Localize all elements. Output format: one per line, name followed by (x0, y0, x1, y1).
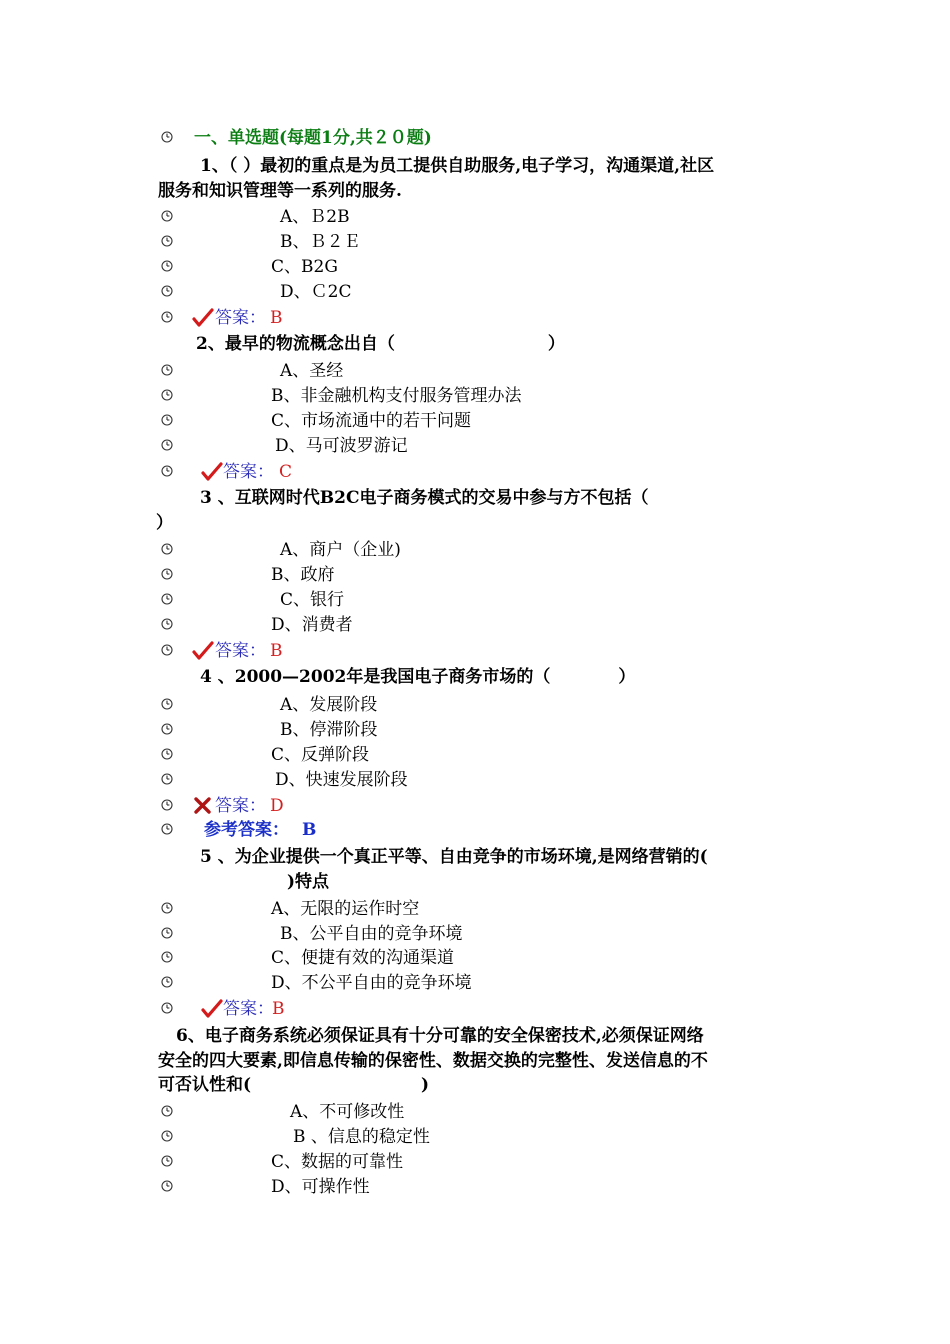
question-3 (0, 486, 950, 510)
question-6-text-line1: 6、电子商务系统必须保证具有十分可靠的安全保密技术,必须保证网络 (176, 1026, 704, 1046)
check-mark-icon (192, 307, 214, 329)
answer-label: 答案： (223, 999, 274, 1019)
question-1-text-line2: 服务和知识管理等一系列的服务. (158, 181, 402, 201)
question-6-line2-row (0, 1049, 950, 1073)
clock-icon (161, 1002, 173, 1014)
option-label: D、快速发展阶段 (275, 770, 408, 790)
clock-icon (161, 285, 173, 297)
option-label: D、可操作性 (271, 1177, 370, 1197)
q5-option-c[interactable] (0, 946, 950, 970)
section-heading: 一、单选题(每题1分,共２０题) (194, 128, 432, 148)
clock-icon (161, 568, 173, 580)
q6-option-b[interactable] (0, 1125, 950, 1149)
question-1-text-line1: 1、（ ）最初的重点是为员工提供自助服务,电子学习，沟通渠道,社区 (200, 156, 715, 176)
q1-answer (0, 306, 950, 330)
question-5-text-line1: 5 、为企业提供一个真正平等、自由竞争的市场环境,是网络营销的( (200, 847, 708, 867)
clock-icon (161, 593, 173, 605)
question-6-text-line3: 可否认性和( ) (158, 1075, 430, 1095)
section-heading-row (0, 126, 950, 150)
option-label: B、公平自由的竞争环境 (280, 924, 463, 944)
clock-icon (161, 902, 173, 914)
option-label: D、不公平自由的竞争环境 (271, 973, 472, 993)
clock-icon (161, 465, 173, 477)
q3-option-c[interactable] (0, 588, 950, 612)
check-mark-icon (192, 640, 214, 662)
q2-option-a[interactable] (0, 359, 950, 383)
clock-icon (161, 976, 173, 988)
check-mark-icon (201, 998, 223, 1020)
option-label: A、商户（企业) (280, 540, 401, 560)
clock-icon (161, 927, 173, 939)
clock-icon (161, 773, 173, 785)
clock-icon (161, 748, 173, 760)
answer-label: 答案： (215, 641, 266, 661)
cross-mark-icon (192, 795, 214, 817)
question-5-text-line2: )特点 (287, 872, 330, 892)
clock-icon (161, 1180, 173, 1192)
clock-icon (161, 260, 173, 272)
answer-value: B (270, 641, 283, 661)
option-label: A、发展阶段 (280, 695, 378, 715)
clock-icon (161, 235, 173, 247)
q2-option-b[interactable] (0, 384, 950, 408)
option-label: A、Ｂ2B (280, 207, 350, 227)
q5-answer (0, 997, 950, 1021)
option-label: A、圣经 (280, 361, 344, 381)
clock-icon (161, 210, 173, 222)
q3-option-b[interactable] (0, 563, 950, 587)
q3-answer (0, 639, 950, 663)
question-6-text-line2: 安全的四大要素,即信息传输的保密性、数据交换的完整性、发送信息的不 (158, 1051, 708, 1071)
check-mark-icon (201, 461, 223, 483)
question-3-text-line1: 3 、互联网时代B2C电子商务模式的交易中参与方不包括（ (200, 488, 649, 508)
answer-label: 答案： (223, 462, 274, 482)
reference-answer-label: 参考答案： (204, 820, 289, 840)
q5-option-b[interactable] (0, 922, 950, 946)
q1-option-d[interactable] (0, 280, 950, 304)
question-1-line2-row (0, 179, 950, 203)
option-label: A、无限的运作时空 (271, 899, 420, 919)
q6-option-d[interactable] (0, 1175, 950, 1199)
q5-option-d[interactable] (0, 971, 950, 995)
option-label: C、便捷有效的沟通渠道 (271, 948, 455, 968)
clock-icon (161, 1105, 173, 1117)
option-label: D、消费者 (271, 615, 353, 635)
q5-option-a[interactable] (0, 897, 950, 921)
q1-option-c[interactable] (0, 255, 950, 279)
q2-option-c[interactable] (0, 409, 950, 433)
clock-icon (161, 543, 173, 555)
question-6 (0, 1024, 950, 1048)
option-label: B、停滞阶段 (280, 720, 378, 740)
q1-option-b[interactable] (0, 230, 950, 254)
clock-icon (161, 644, 173, 656)
clock-icon (161, 1130, 173, 1142)
clock-icon (161, 1155, 173, 1167)
option-label: B 、信息的稳定性 (293, 1127, 430, 1147)
clock-icon (161, 823, 173, 835)
q4-option-b[interactable] (0, 718, 950, 742)
answer-value: B (272, 999, 285, 1019)
q3-option-d[interactable] (0, 613, 950, 637)
clock-icon (161, 723, 173, 735)
answer-label: 答案： (215, 308, 266, 328)
clock-icon (161, 951, 173, 963)
option-label: D、马可波罗游记 (275, 436, 408, 456)
option-label: D、Ｃ2C (280, 282, 352, 302)
q1-option-a[interactable] (0, 205, 950, 229)
clock-icon (161, 439, 173, 451)
q4-answer (0, 794, 950, 818)
question-3-line2-row (0, 511, 950, 535)
clock-icon (161, 364, 173, 376)
option-label: A、不可修改性 (290, 1102, 405, 1122)
question-5 (0, 845, 950, 869)
q2-option-d[interactable] (0, 434, 950, 458)
question-2-text: 2、最早的物流概念出自（ ） (196, 334, 565, 354)
option-label: B、Ｂ２Ｅ (280, 232, 361, 252)
answer-label: 答案： (215, 796, 266, 816)
q2-answer (0, 460, 950, 484)
reference-answer-value: B (302, 820, 317, 840)
answer-value: D (270, 796, 284, 816)
clock-icon (161, 131, 173, 143)
question-4 (0, 665, 950, 689)
option-label: C、数据的可靠性 (271, 1152, 404, 1172)
clock-icon (161, 698, 173, 710)
clock-icon (161, 311, 173, 323)
answer-value: C (279, 462, 293, 482)
option-label: C、银行 (280, 590, 345, 610)
option-label: B、政府 (271, 565, 335, 585)
option-label: B、非金融机构支付服务管理办法 (271, 386, 522, 406)
q4-option-c[interactable] (0, 743, 950, 767)
question-3-text-line2: ） (156, 513, 173, 533)
question-6-line3-row (0, 1073, 950, 1097)
question-5-line2-row (0, 870, 950, 894)
q4-option-a[interactable] (0, 693, 950, 717)
q4-reference-answer (0, 818, 950, 842)
q4-option-d[interactable] (0, 768, 950, 792)
q3-option-a[interactable] (0, 538, 950, 562)
q6-option-a[interactable] (0, 1100, 950, 1124)
option-label: C、市场流通中的若干问题 (271, 411, 472, 431)
question-1 (0, 154, 950, 178)
q6-option-c[interactable] (0, 1150, 950, 1174)
clock-icon (161, 799, 173, 811)
option-label: C、反弹阶段 (271, 745, 370, 765)
question-2 (0, 332, 950, 356)
clock-icon (161, 414, 173, 426)
option-label: C、B2G (271, 257, 338, 277)
answer-value: B (270, 308, 283, 328)
question-4-text: 4 、2000—2002年是我国电子商务市场的（ ） (200, 667, 636, 687)
clock-icon (161, 389, 173, 401)
clock-icon (161, 618, 173, 630)
